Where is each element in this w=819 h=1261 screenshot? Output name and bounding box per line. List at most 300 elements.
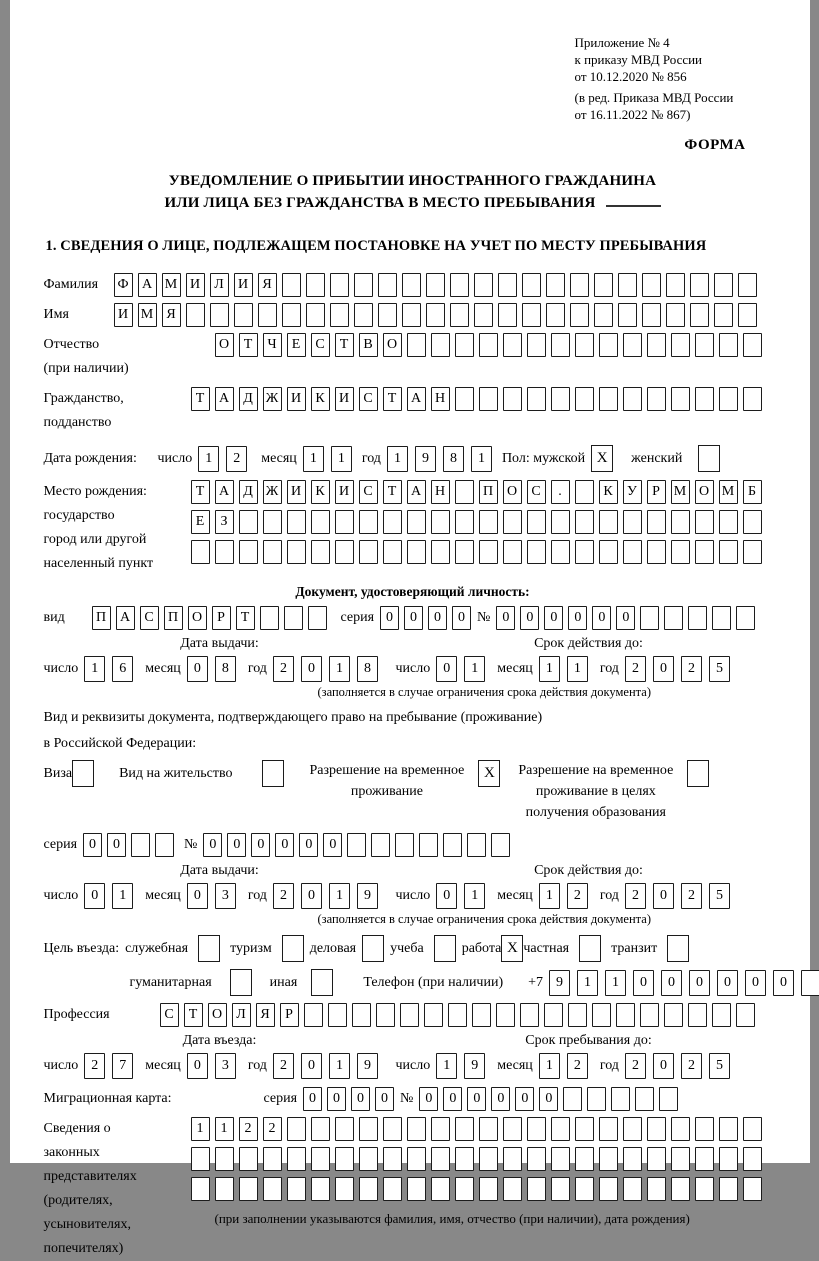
char-cell[interactable]: Ж bbox=[263, 387, 282, 411]
char-cell[interactable] bbox=[359, 1147, 378, 1171]
char-cell[interactable] bbox=[155, 833, 174, 857]
char-cell[interactable] bbox=[743, 1117, 762, 1141]
char-cell[interactable]: М bbox=[162, 273, 181, 297]
char-cell[interactable]: Л bbox=[232, 1003, 251, 1027]
char-cell[interactable] bbox=[306, 303, 325, 327]
char-cell[interactable] bbox=[287, 510, 306, 534]
char-cell[interactable]: 1 bbox=[387, 446, 408, 472]
residence-permit-checkbox[interactable] bbox=[262, 760, 284, 787]
char-cell[interactable]: Ч bbox=[263, 333, 282, 357]
char-cell[interactable]: 0 bbox=[616, 606, 635, 630]
char-cell[interactable]: 2 bbox=[681, 656, 702, 682]
char-cell[interactable] bbox=[520, 1003, 539, 1027]
char-cell[interactable]: И bbox=[287, 387, 306, 411]
char-cell[interactable] bbox=[527, 387, 546, 411]
char-cell[interactable] bbox=[311, 540, 330, 564]
char-cell[interactable] bbox=[311, 1147, 330, 1171]
char-cell[interactable]: У bbox=[623, 480, 642, 504]
char-cell[interactable] bbox=[635, 1087, 654, 1111]
char-cell[interactable]: 0 bbox=[773, 970, 794, 996]
char-cell[interactable]: 0 bbox=[568, 606, 587, 630]
char-cell[interactable]: 0 bbox=[404, 606, 423, 630]
char-cell[interactable] bbox=[347, 833, 366, 857]
surname-boxes[interactable] bbox=[114, 273, 757, 297]
char-cell[interactable]: О bbox=[215, 333, 234, 357]
char-cell[interactable] bbox=[239, 1177, 258, 1201]
char-cell[interactable]: О bbox=[695, 480, 714, 504]
char-cell[interactable] bbox=[599, 1147, 618, 1171]
char-cell[interactable]: 1 bbox=[191, 1117, 210, 1141]
char-cell[interactable] bbox=[431, 1117, 450, 1141]
char-cell[interactable]: 2 bbox=[84, 1053, 105, 1079]
residence-series-boxes[interactable] bbox=[83, 833, 174, 857]
char-cell[interactable] bbox=[479, 333, 498, 357]
char-cell[interactable]: 0 bbox=[187, 656, 208, 682]
residence-issue-day-boxes[interactable] bbox=[84, 883, 133, 909]
char-cell[interactable]: 1 bbox=[471, 446, 492, 472]
char-cell[interactable] bbox=[263, 540, 282, 564]
char-cell[interactable]: 9 bbox=[357, 883, 378, 909]
char-cell[interactable] bbox=[688, 1003, 707, 1027]
doc-number-boxes[interactable] bbox=[496, 606, 755, 630]
char-cell[interactable] bbox=[402, 273, 421, 297]
char-cell[interactable] bbox=[671, 387, 690, 411]
char-cell[interactable] bbox=[282, 303, 301, 327]
char-cell[interactable]: Т bbox=[383, 480, 402, 504]
entry-year-boxes[interactable] bbox=[273, 1053, 378, 1079]
legal-reps-boxes-row1[interactable] bbox=[191, 1117, 762, 1141]
char-cell[interactable]: 0 bbox=[323, 833, 342, 857]
char-cell[interactable]: Я bbox=[256, 1003, 275, 1027]
birth-place-boxes-row2[interactable] bbox=[191, 510, 762, 534]
char-cell[interactable] bbox=[479, 387, 498, 411]
char-cell[interactable]: О bbox=[208, 1003, 227, 1027]
profession-boxes[interactable] bbox=[160, 1003, 755, 1027]
char-cell[interactable] bbox=[407, 333, 426, 357]
entry-day-boxes[interactable] bbox=[84, 1053, 133, 1079]
char-cell[interactable] bbox=[640, 1003, 659, 1027]
stay-year-boxes[interactable] bbox=[625, 1053, 730, 1079]
char-cell[interactable]: 0 bbox=[689, 970, 710, 996]
doc-issue-month-boxes[interactable] bbox=[187, 656, 236, 682]
char-cell[interactable] bbox=[426, 303, 445, 327]
char-cell[interactable]: 0 bbox=[491, 1087, 510, 1111]
char-cell[interactable]: 0 bbox=[380, 606, 399, 630]
char-cell[interactable]: 2 bbox=[625, 883, 646, 909]
doc-series-boxes[interactable] bbox=[380, 606, 471, 630]
char-cell[interactable] bbox=[402, 303, 421, 327]
char-cell[interactable] bbox=[522, 273, 541, 297]
char-cell[interactable]: К bbox=[311, 387, 330, 411]
char-cell[interactable]: 5 bbox=[709, 1053, 730, 1079]
char-cell[interactable] bbox=[623, 1147, 642, 1171]
char-cell[interactable] bbox=[527, 333, 546, 357]
char-cell[interactable]: 1 bbox=[567, 656, 588, 682]
char-cell[interactable] bbox=[714, 303, 733, 327]
char-cell[interactable] bbox=[311, 1177, 330, 1201]
residence-valid-year-boxes[interactable] bbox=[625, 883, 730, 909]
char-cell[interactable] bbox=[472, 1003, 491, 1027]
char-cell[interactable] bbox=[647, 333, 666, 357]
char-cell[interactable] bbox=[354, 303, 373, 327]
char-cell[interactable]: 0 bbox=[227, 833, 246, 857]
char-cell[interactable] bbox=[503, 387, 522, 411]
char-cell[interactable] bbox=[671, 1147, 690, 1171]
char-cell[interactable]: 9 bbox=[415, 446, 436, 472]
char-cell[interactable] bbox=[575, 480, 594, 504]
char-cell[interactable] bbox=[671, 1117, 690, 1141]
char-cell[interactable] bbox=[491, 833, 510, 857]
char-cell[interactable]: Д bbox=[239, 480, 258, 504]
char-cell[interactable] bbox=[719, 540, 738, 564]
purpose-business-checkbox[interactable] bbox=[362, 935, 384, 962]
char-cell[interactable] bbox=[359, 540, 378, 564]
char-cell[interactable] bbox=[383, 510, 402, 534]
char-cell[interactable] bbox=[546, 273, 565, 297]
char-cell[interactable]: О bbox=[188, 606, 207, 630]
char-cell[interactable]: Т bbox=[191, 387, 210, 411]
char-cell[interactable] bbox=[335, 1147, 354, 1171]
char-cell[interactable] bbox=[328, 1003, 347, 1027]
char-cell[interactable]: 1 bbox=[329, 1053, 350, 1079]
char-cell[interactable]: 2 bbox=[226, 446, 247, 472]
char-cell[interactable]: К bbox=[599, 480, 618, 504]
char-cell[interactable]: 1 bbox=[539, 656, 560, 682]
char-cell[interactable]: З bbox=[215, 510, 234, 534]
char-cell[interactable] bbox=[695, 510, 714, 534]
char-cell[interactable] bbox=[575, 510, 594, 534]
char-cell[interactable]: С bbox=[359, 480, 378, 504]
sex-female-checkbox[interactable] bbox=[698, 445, 720, 472]
char-cell[interactable]: С bbox=[527, 480, 546, 504]
char-cell[interactable] bbox=[287, 540, 306, 564]
char-cell[interactable] bbox=[210, 303, 229, 327]
birth-year-boxes[interactable] bbox=[387, 446, 492, 472]
char-cell[interactable] bbox=[455, 1117, 474, 1141]
char-cell[interactable] bbox=[647, 1177, 666, 1201]
char-cell[interactable]: 2 bbox=[567, 1053, 588, 1079]
char-cell[interactable] bbox=[527, 1147, 546, 1171]
char-cell[interactable] bbox=[239, 540, 258, 564]
char-cell[interactable] bbox=[239, 510, 258, 534]
char-cell[interactable] bbox=[383, 540, 402, 564]
char-cell[interactable] bbox=[186, 303, 205, 327]
char-cell[interactable] bbox=[498, 273, 517, 297]
char-cell[interactable]: 0 bbox=[301, 656, 322, 682]
char-cell[interactable] bbox=[575, 540, 594, 564]
char-cell[interactable] bbox=[544, 1003, 563, 1027]
char-cell[interactable]: Б bbox=[743, 480, 762, 504]
phone-boxes[interactable] bbox=[549, 970, 819, 996]
char-cell[interactable] bbox=[690, 303, 709, 327]
visa-checkbox[interactable] bbox=[72, 760, 94, 787]
temp-residence-checkbox[interactable]: X bbox=[478, 760, 500, 787]
char-cell[interactable]: 6 bbox=[112, 656, 133, 682]
char-cell[interactable]: 1 bbox=[605, 970, 626, 996]
char-cell[interactable] bbox=[623, 333, 642, 357]
char-cell[interactable]: 0 bbox=[653, 1053, 674, 1079]
legal-reps-boxes-row2[interactable] bbox=[191, 1147, 762, 1171]
char-cell[interactable]: 0 bbox=[351, 1087, 370, 1111]
char-cell[interactable] bbox=[234, 303, 253, 327]
char-cell[interactable] bbox=[695, 540, 714, 564]
char-cell[interactable] bbox=[623, 540, 642, 564]
char-cell[interactable]: 0 bbox=[653, 883, 674, 909]
char-cell[interactable]: Т bbox=[335, 333, 354, 357]
char-cell[interactable] bbox=[594, 303, 613, 327]
char-cell[interactable] bbox=[498, 303, 517, 327]
char-cell[interactable]: Я bbox=[162, 303, 181, 327]
char-cell[interactable] bbox=[407, 1177, 426, 1201]
char-cell[interactable] bbox=[647, 540, 666, 564]
char-cell[interactable] bbox=[431, 540, 450, 564]
char-cell[interactable] bbox=[352, 1003, 371, 1027]
residence-number-boxes[interactable] bbox=[203, 833, 510, 857]
char-cell[interactable] bbox=[371, 833, 390, 857]
char-cell[interactable] bbox=[712, 606, 731, 630]
residence-valid-month-boxes[interactable] bbox=[539, 883, 588, 909]
char-cell[interactable] bbox=[719, 510, 738, 534]
char-cell[interactable] bbox=[503, 1117, 522, 1141]
char-cell[interactable] bbox=[618, 273, 637, 297]
char-cell[interactable] bbox=[383, 1117, 402, 1141]
char-cell[interactable] bbox=[455, 333, 474, 357]
char-cell[interactable] bbox=[284, 606, 303, 630]
char-cell[interactable] bbox=[736, 606, 755, 630]
char-cell[interactable]: 0 bbox=[275, 833, 294, 857]
char-cell[interactable] bbox=[455, 387, 474, 411]
char-cell[interactable] bbox=[599, 540, 618, 564]
char-cell[interactable]: Т bbox=[191, 480, 210, 504]
char-cell[interactable] bbox=[599, 333, 618, 357]
char-cell[interactable] bbox=[455, 480, 474, 504]
char-cell[interactable]: И bbox=[335, 480, 354, 504]
birth-place-boxes-row1[interactable] bbox=[191, 480, 762, 504]
char-cell[interactable]: 1 bbox=[329, 656, 350, 682]
char-cell[interactable] bbox=[330, 303, 349, 327]
char-cell[interactable] bbox=[587, 1087, 606, 1111]
char-cell[interactable] bbox=[551, 1147, 570, 1171]
char-cell[interactable] bbox=[671, 510, 690, 534]
char-cell[interactable] bbox=[311, 510, 330, 534]
char-cell[interactable]: 2 bbox=[625, 1053, 646, 1079]
char-cell[interactable] bbox=[695, 1117, 714, 1141]
char-cell[interactable] bbox=[695, 1177, 714, 1201]
char-cell[interactable]: 0 bbox=[375, 1087, 394, 1111]
char-cell[interactable] bbox=[407, 1147, 426, 1171]
doc-kind-boxes[interactable] bbox=[92, 606, 327, 630]
char-cell[interactable]: 0 bbox=[84, 883, 105, 909]
char-cell[interactable]: 0 bbox=[661, 970, 682, 996]
char-cell[interactable] bbox=[359, 1117, 378, 1141]
char-cell[interactable]: 9 bbox=[464, 1053, 485, 1079]
char-cell[interactable]: 1 bbox=[577, 970, 598, 996]
char-cell[interactable]: 3 bbox=[215, 1053, 236, 1079]
char-cell[interactable]: 7 bbox=[112, 1053, 133, 1079]
char-cell[interactable]: И bbox=[186, 273, 205, 297]
char-cell[interactable] bbox=[719, 333, 738, 357]
char-cell[interactable] bbox=[551, 333, 570, 357]
sex-male-checkbox[interactable]: X bbox=[591, 445, 613, 472]
char-cell[interactable]: С bbox=[140, 606, 159, 630]
char-cell[interactable] bbox=[308, 606, 327, 630]
char-cell[interactable] bbox=[695, 387, 714, 411]
char-cell[interactable]: 1 bbox=[198, 446, 219, 472]
char-cell[interactable] bbox=[714, 273, 733, 297]
char-cell[interactable]: Ф bbox=[114, 273, 133, 297]
char-cell[interactable]: П bbox=[164, 606, 183, 630]
char-cell[interactable] bbox=[695, 1147, 714, 1171]
char-cell[interactable] bbox=[671, 333, 690, 357]
char-cell[interactable] bbox=[563, 1087, 582, 1111]
char-cell[interactable]: Я bbox=[258, 273, 277, 297]
char-cell[interactable] bbox=[743, 1177, 762, 1201]
char-cell[interactable] bbox=[503, 540, 522, 564]
char-cell[interactable] bbox=[623, 510, 642, 534]
char-cell[interactable]: А bbox=[138, 273, 157, 297]
char-cell[interactable]: И bbox=[234, 273, 253, 297]
char-cell[interactable] bbox=[503, 510, 522, 534]
char-cell[interactable] bbox=[695, 333, 714, 357]
char-cell[interactable] bbox=[131, 833, 150, 857]
char-cell[interactable] bbox=[671, 1177, 690, 1201]
char-cell[interactable] bbox=[263, 1147, 282, 1171]
char-cell[interactable]: 1 bbox=[329, 883, 350, 909]
char-cell[interactable] bbox=[738, 273, 757, 297]
char-cell[interactable]: Т bbox=[239, 333, 258, 357]
char-cell[interactable] bbox=[527, 540, 546, 564]
char-cell[interactable] bbox=[666, 273, 685, 297]
char-cell[interactable] bbox=[599, 1177, 618, 1201]
char-cell[interactable]: 2 bbox=[567, 883, 588, 909]
char-cell[interactable]: И bbox=[287, 480, 306, 504]
char-cell[interactable]: 2 bbox=[625, 656, 646, 682]
char-cell[interactable] bbox=[335, 540, 354, 564]
char-cell[interactable] bbox=[479, 1117, 498, 1141]
char-cell[interactable] bbox=[659, 1087, 678, 1111]
char-cell[interactable] bbox=[719, 1117, 738, 1141]
char-cell[interactable] bbox=[304, 1003, 323, 1027]
char-cell[interactable]: А bbox=[215, 387, 234, 411]
char-cell[interactable]: 0 bbox=[539, 1087, 558, 1111]
char-cell[interactable] bbox=[623, 1177, 642, 1201]
char-cell[interactable] bbox=[400, 1003, 419, 1027]
char-cell[interactable]: Т bbox=[236, 606, 255, 630]
char-cell[interactable] bbox=[479, 1147, 498, 1171]
char-cell[interactable] bbox=[575, 333, 594, 357]
char-cell[interactable] bbox=[503, 333, 522, 357]
char-cell[interactable]: 1 bbox=[539, 1053, 560, 1079]
char-cell[interactable] bbox=[551, 1177, 570, 1201]
char-cell[interactable] bbox=[592, 1003, 611, 1027]
migration-number-boxes[interactable] bbox=[419, 1087, 678, 1111]
char-cell[interactable]: 9 bbox=[549, 970, 570, 996]
char-cell[interactable]: А bbox=[215, 480, 234, 504]
char-cell[interactable] bbox=[712, 1003, 731, 1027]
char-cell[interactable] bbox=[450, 273, 469, 297]
char-cell[interactable]: М bbox=[671, 480, 690, 504]
char-cell[interactable]: 2 bbox=[239, 1117, 258, 1141]
char-cell[interactable] bbox=[623, 387, 642, 411]
char-cell[interactable] bbox=[503, 1177, 522, 1201]
char-cell[interactable]: 1 bbox=[464, 656, 485, 682]
char-cell[interactable] bbox=[647, 510, 666, 534]
char-cell[interactable]: 1 bbox=[215, 1117, 234, 1141]
char-cell[interactable] bbox=[688, 606, 707, 630]
char-cell[interactable] bbox=[736, 1003, 755, 1027]
char-cell[interactable]: А bbox=[116, 606, 135, 630]
char-cell[interactable] bbox=[664, 1003, 683, 1027]
purpose-work-checkbox[interactable]: X bbox=[501, 935, 523, 962]
char-cell[interactable] bbox=[664, 606, 683, 630]
char-cell[interactable]: 0 bbox=[436, 656, 457, 682]
citizenship-boxes[interactable] bbox=[191, 387, 762, 411]
char-cell[interactable] bbox=[455, 1177, 474, 1201]
char-cell[interactable]: Р bbox=[280, 1003, 299, 1027]
doc-valid-year-boxes[interactable] bbox=[625, 656, 730, 682]
char-cell[interactable]: К bbox=[311, 480, 330, 504]
doc-valid-month-boxes[interactable] bbox=[539, 656, 588, 682]
migration-series-boxes[interactable] bbox=[303, 1087, 394, 1111]
char-cell[interactable]: 0 bbox=[653, 656, 674, 682]
char-cell[interactable]: Н bbox=[431, 480, 450, 504]
char-cell[interactable] bbox=[801, 970, 819, 996]
char-cell[interactable] bbox=[431, 333, 450, 357]
char-cell[interactable] bbox=[378, 273, 397, 297]
char-cell[interactable] bbox=[575, 387, 594, 411]
char-cell[interactable]: 0 bbox=[301, 883, 322, 909]
char-cell[interactable] bbox=[431, 1147, 450, 1171]
char-cell[interactable] bbox=[191, 1147, 210, 1171]
char-cell[interactable] bbox=[738, 303, 757, 327]
char-cell[interactable]: 9 bbox=[357, 1053, 378, 1079]
char-cell[interactable] bbox=[448, 1003, 467, 1027]
char-cell[interactable]: М bbox=[138, 303, 157, 327]
purpose-other-checkbox[interactable] bbox=[311, 969, 333, 996]
char-cell[interactable] bbox=[642, 303, 661, 327]
char-cell[interactable] bbox=[383, 1147, 402, 1171]
legal-reps-boxes-row3[interactable] bbox=[191, 1177, 762, 1201]
char-cell[interactable]: 0 bbox=[203, 833, 222, 857]
residence-issue-month-boxes[interactable] bbox=[187, 883, 236, 909]
char-cell[interactable] bbox=[258, 303, 277, 327]
char-cell[interactable]: 0 bbox=[303, 1087, 322, 1111]
char-cell[interactable]: Л bbox=[210, 273, 229, 297]
birth-month-boxes[interactable] bbox=[303, 446, 352, 472]
char-cell[interactable]: 2 bbox=[681, 883, 702, 909]
char-cell[interactable] bbox=[335, 1177, 354, 1201]
char-cell[interactable]: 0 bbox=[251, 833, 270, 857]
char-cell[interactable] bbox=[335, 1117, 354, 1141]
doc-issue-year-boxes[interactable] bbox=[273, 656, 378, 682]
char-cell[interactable]: 2 bbox=[681, 1053, 702, 1079]
char-cell[interactable] bbox=[666, 303, 685, 327]
char-cell[interactable]: 0 bbox=[467, 1087, 486, 1111]
char-cell[interactable] bbox=[570, 303, 589, 327]
char-cell[interactable] bbox=[407, 510, 426, 534]
doc-issue-day-boxes[interactable] bbox=[84, 656, 133, 682]
purpose-tourism-checkbox[interactable] bbox=[282, 935, 304, 962]
char-cell[interactable]: . bbox=[551, 480, 570, 504]
char-cell[interactable]: 0 bbox=[520, 606, 539, 630]
char-cell[interactable] bbox=[431, 510, 450, 534]
char-cell[interactable] bbox=[551, 1117, 570, 1141]
char-cell[interactable] bbox=[618, 303, 637, 327]
char-cell[interactable] bbox=[260, 606, 279, 630]
char-cell[interactable] bbox=[642, 273, 661, 297]
char-cell[interactable] bbox=[551, 540, 570, 564]
char-cell[interactable]: П bbox=[479, 480, 498, 504]
